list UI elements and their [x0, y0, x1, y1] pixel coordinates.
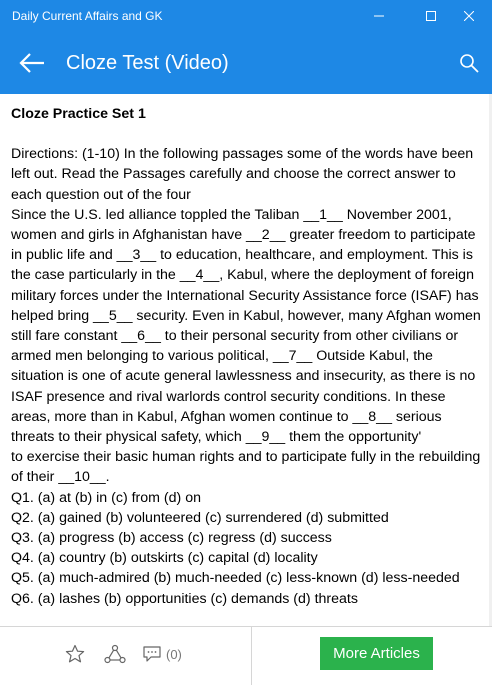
window-titlebar	[0, 0, 492, 32]
close-button[interactable]	[446, 0, 492, 32]
back-arrow-icon	[19, 53, 45, 73]
back-button[interactable]	[12, 46, 52, 80]
minimize-icon	[374, 11, 384, 21]
comments-button[interactable]	[142, 641, 192, 667]
question-item: Q3. (a) progress (b) access (c) regress (d) success	[11, 530, 332, 547]
passage-text: Since the U.S. led alliance toppled the Taliban __1__ November 2001, women and girls in Afghanistan have __2__ greater freedom to participate in public life and __3__ to education, healthcare, and employment. This is the case particularly in the __4__, Kabul, where the deployment of foreign military forces under the International Security Assistance force (ISAF) has helped bring __5__ security. Even in Kabul, however, many Afghan women still fare constant __6__ to their personal security from other civilians or armed men belonging to various political, __7__ Outside Kabul, the situation is one of acute general lawlessness and insecurity, as there is no ISAF presence and rival warlords control security conditions. In these areas, more than in Kabul, Afghan women continue to __8__ serious threats to their physical safety, which __9__ them the opportunity'	[11, 206, 481, 446]
favorite-button[interactable]	[62, 641, 88, 667]
app-title: Daily Current Affairs and GK	[12, 9, 163, 23]
footer-divider	[251, 627, 252, 685]
page-title: Cloze Test (Video)	[66, 52, 229, 74]
question-item: Q1. (a) at (b) in (c) from (d) on	[11, 489, 201, 506]
share-icon	[104, 644, 126, 664]
directions-text: Directions: (1-10) In the following passages some of the words have been left out. Read the Passages carefully and choose the correct answer to each question out of the four	[11, 146, 474, 203]
search-button[interactable]	[454, 48, 484, 78]
comment-icon	[142, 645, 162, 663]
question-item: Q2. (a) gained (b) volunteered (c) surrendered (d) submitted	[11, 509, 389, 526]
minimize-button[interactable]	[356, 0, 402, 32]
article-title: Cloze Practice Set 1	[11, 106, 146, 122]
close-icon	[464, 11, 474, 21]
star-icon	[65, 644, 85, 664]
article-content[interactable]	[0, 94, 492, 626]
passage-ending: to exercise their basic human rights and to participate fully in the rebuilding of their __10__.	[11, 449, 481, 486]
question-item: Q5. (a) much-admired (b) much-needed (c) less-known (d) less-needed	[11, 570, 460, 587]
question-item: Q6. (a) lashes (b) opportunities (c) demands (d) threats	[11, 590, 358, 607]
footer-bar	[0, 626, 492, 685]
search-icon	[459, 53, 479, 73]
comment-count: (0)	[166, 646, 182, 662]
more-articles-button[interactable]: More Articles	[320, 637, 433, 670]
question-item: Q4. (a) country (b) outskirts (c) capital (d) locality	[11, 550, 318, 567]
app-header	[0, 32, 492, 94]
maximize-icon	[426, 11, 436, 21]
share-button[interactable]	[102, 641, 128, 667]
